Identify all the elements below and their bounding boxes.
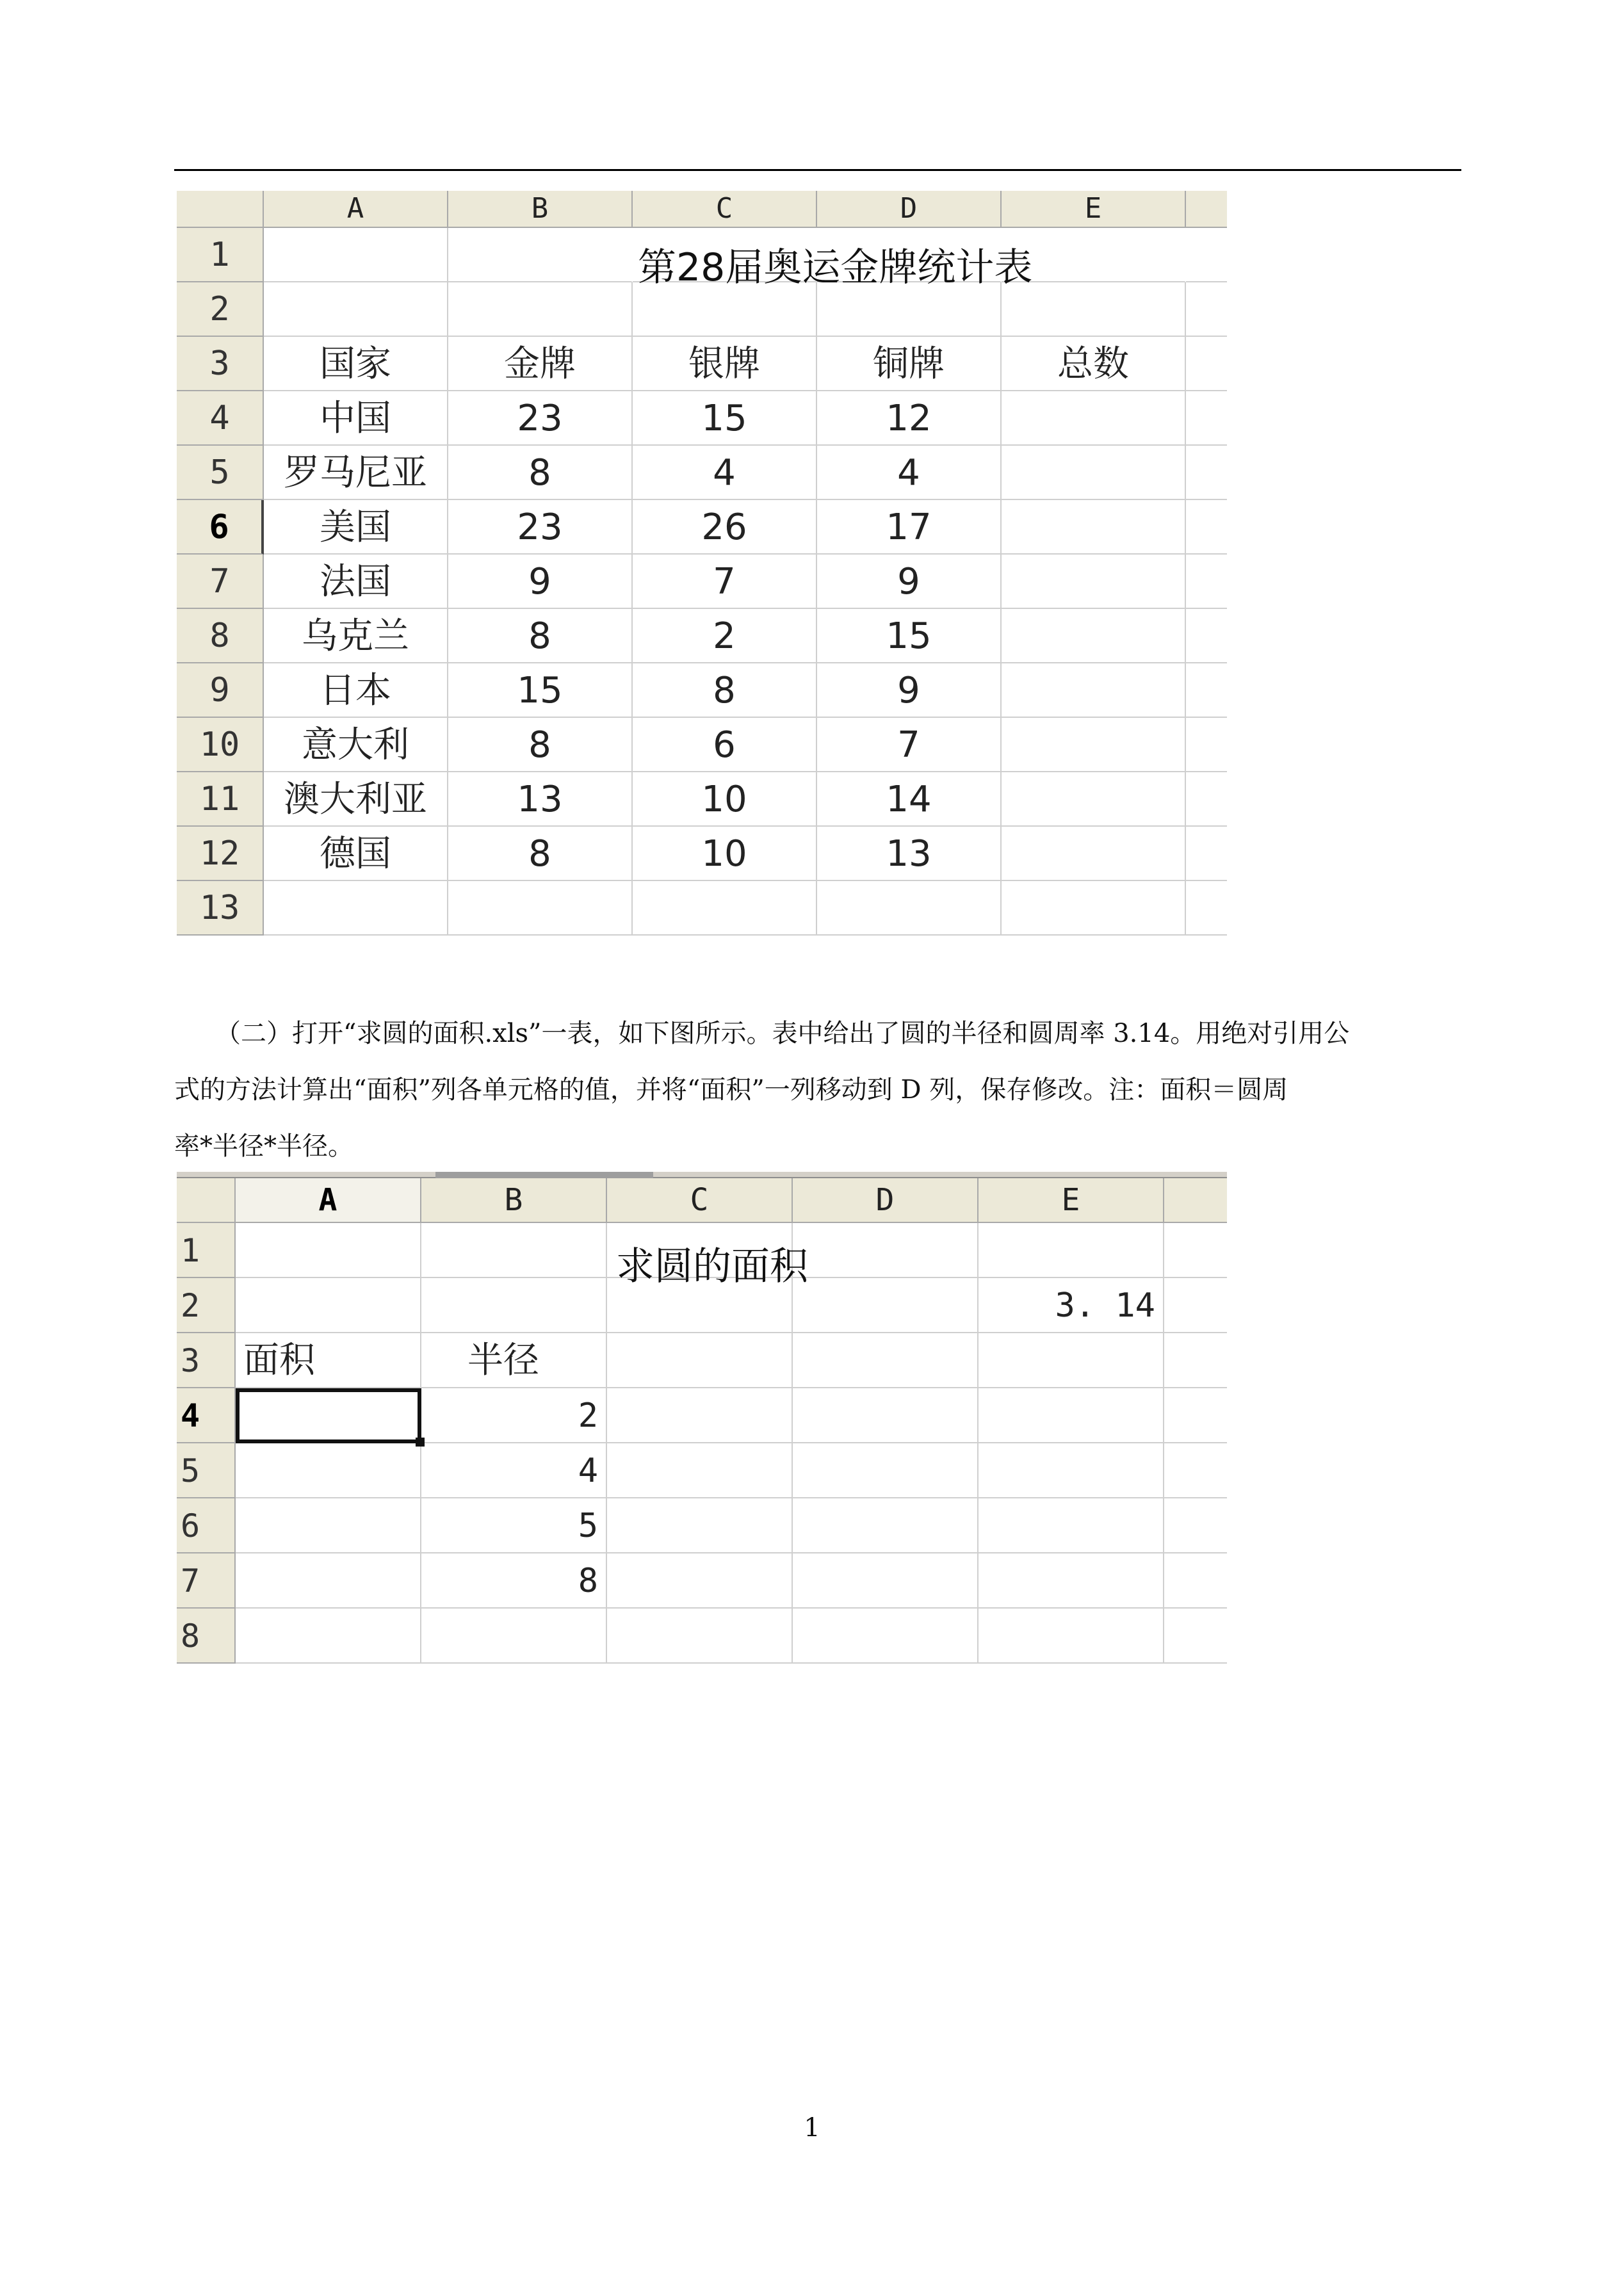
cell-f7[interactable] xyxy=(1186,555,1227,609)
cell-d10[interactable]: 7 xyxy=(817,718,1002,772)
cell-b2[interactable] xyxy=(448,282,633,337)
cell-d6[interactable]: 17 xyxy=(817,500,1002,555)
column-header-f-partial[interactable] xyxy=(1164,1178,1227,1223)
cell-b8[interactable]: 8 xyxy=(448,609,633,663)
cell-e3[interactable] xyxy=(978,1333,1164,1388)
cell-a2[interactable] xyxy=(264,282,448,337)
cell-c12[interactable]: 10 xyxy=(633,827,817,881)
row-header-3[interactable]: 3 xyxy=(177,337,264,391)
row-header-8[interactable]: 8 xyxy=(177,1609,236,1664)
cell-f3[interactable] xyxy=(1164,1333,1227,1388)
cell-b3[interactable]: 金牌 xyxy=(448,337,633,391)
cell-c13[interactable] xyxy=(633,881,817,936)
cell-b11[interactable]: 13 xyxy=(448,772,633,827)
cell-f2[interactable] xyxy=(1186,282,1227,337)
sheet-title: 第28届奥运金牌统计表 xyxy=(638,245,1033,290)
row-header-12[interactable]: 12 xyxy=(177,827,264,881)
cell-d1[interactable] xyxy=(793,1223,978,1278)
cell-e10[interactable] xyxy=(1002,718,1186,772)
cell-b1[interactable] xyxy=(421,1223,607,1278)
cell-b2[interactable] xyxy=(421,1278,607,1333)
column-header-c[interactable]: C xyxy=(633,191,817,228)
cell-a9[interactable]: 日本 xyxy=(264,663,448,718)
row-header-3[interactable]: 3 xyxy=(177,1333,236,1388)
row-header-4[interactable]: 4 xyxy=(177,1388,236,1443)
row-header-6[interactable]: 6 xyxy=(177,1498,236,1553)
cell-e3[interactable]: 总数 xyxy=(1002,337,1186,391)
cell-e5[interactable] xyxy=(1002,446,1186,500)
cell-e1[interactable] xyxy=(978,1223,1164,1278)
cell-a5[interactable] xyxy=(236,1443,421,1498)
cell-d13[interactable] xyxy=(817,881,1002,936)
row-header-10[interactable]: 10 xyxy=(177,718,264,772)
cell-b1[interactable] xyxy=(448,228,633,282)
cell-b5[interactable]: 8 xyxy=(448,446,633,500)
cell-e9[interactable] xyxy=(1002,663,1186,718)
cell-e11[interactable] xyxy=(1002,772,1186,827)
fill-handle[interactable] xyxy=(416,1438,425,1447)
cell-b8[interactable] xyxy=(421,1609,607,1664)
cell-c5[interactable] xyxy=(607,1443,793,1498)
instruction-line-1: （二）打开“求圆的面积.xls”一表，如下图所示。表中给出了圆的半径和圆周率 3.14。用绝对引用公 xyxy=(215,1019,1350,1048)
corner-select-all[interactable] xyxy=(177,191,264,228)
cell-c7[interactable] xyxy=(607,1553,793,1609)
cell-d3[interactable] xyxy=(793,1333,978,1388)
row-header-13[interactable]: 13 xyxy=(177,881,264,936)
cell-f7[interactable] xyxy=(1164,1553,1227,1609)
cell-c7[interactable]: 7 xyxy=(633,555,817,609)
cell-f9[interactable] xyxy=(1186,663,1227,718)
cell-b6[interactable]: 23 xyxy=(448,500,633,555)
cell-d4[interactable]: 12 xyxy=(817,391,1002,446)
cell-a6[interactable] xyxy=(236,1498,421,1553)
cell-f6[interactable] xyxy=(1164,1498,1227,1553)
instruction-line-2: 式的方法计算出“面积”列各单元格的值，并将“面积”一列移动到 D 列，保存修改。注：面积＝圆周 xyxy=(174,1075,1288,1105)
cell-d9[interactable]: 9 xyxy=(817,663,1002,718)
cell-e8[interactable] xyxy=(978,1609,1164,1664)
cell-e13[interactable] xyxy=(1002,881,1186,936)
sheet-top-bar xyxy=(177,1172,1227,1178)
cell-f12[interactable] xyxy=(1186,827,1227,881)
corner-select-all[interactable] xyxy=(177,1178,236,1223)
cell-e2[interactable]: 3. 14 xyxy=(978,1278,1164,1333)
instruction-paragraph xyxy=(174,1005,1461,1174)
cell-e12[interactable] xyxy=(1002,827,1186,881)
row-header-5[interactable]: 5 xyxy=(177,446,264,500)
cell-f11[interactable] xyxy=(1186,772,1227,827)
cell-f5[interactable] xyxy=(1186,446,1227,500)
cell-a2[interactable] xyxy=(236,1278,421,1333)
cell-d2[interactable] xyxy=(793,1278,978,1333)
cell-c4[interactable]: 15 xyxy=(633,391,817,446)
cell-b12[interactable]: 8 xyxy=(448,827,633,881)
cell-c10[interactable]: 6 xyxy=(633,718,817,772)
cell-a11[interactable]: 澳大利亚 xyxy=(264,772,448,827)
cell-a3[interactable]: 面积 xyxy=(236,1333,421,1388)
row-header-1[interactable]: 1 xyxy=(177,228,264,282)
cell-d8[interactable] xyxy=(793,1609,978,1664)
cell-c8[interactable] xyxy=(607,1609,793,1664)
cell-f2[interactable] xyxy=(1164,1278,1227,1333)
column-header-b[interactable]: B xyxy=(421,1178,607,1223)
cell-f8[interactable] xyxy=(1186,609,1227,663)
header-rule xyxy=(174,169,1461,171)
cell-f1[interactable] xyxy=(1186,228,1227,282)
cell-f6[interactable] xyxy=(1186,500,1227,555)
cell-b6[interactable]: 5 xyxy=(421,1498,607,1553)
column-header-c[interactable]: C xyxy=(607,1178,793,1223)
row-header-5[interactable]: 5 xyxy=(177,1443,236,1498)
cell-a1[interactable] xyxy=(236,1223,421,1278)
page-number: 1 xyxy=(804,2113,820,2143)
cell-e5[interactable] xyxy=(978,1443,1164,1498)
cell-d6[interactable] xyxy=(793,1498,978,1553)
circle-area-sheet xyxy=(177,1172,1227,1670)
cell-a5[interactable]: 罗马尼亚 xyxy=(264,446,448,500)
cell-f1[interactable] xyxy=(1164,1223,1227,1278)
cell-f13[interactable] xyxy=(1186,881,1227,936)
cell-e4[interactable] xyxy=(978,1388,1164,1443)
cell-c8[interactable]: 2 xyxy=(633,609,817,663)
cell-a7[interactable] xyxy=(236,1553,421,1609)
cell-c6[interactable]: 26 xyxy=(633,500,817,555)
cell-e8[interactable] xyxy=(1002,609,1186,663)
cell-f4[interactable] xyxy=(1186,391,1227,446)
cell-c4[interactable] xyxy=(607,1388,793,1443)
cell-b10[interactable]: 8 xyxy=(448,718,633,772)
cell-b4[interactable]: 2 xyxy=(421,1388,607,1443)
cell-a8[interactable] xyxy=(236,1609,421,1664)
cell-a4[interactable]: 中国 xyxy=(264,391,448,446)
cell-c3[interactable]: 银牌 xyxy=(633,337,817,391)
column-header-d[interactable]: D xyxy=(817,191,1002,228)
cell-d5[interactable]: 4 xyxy=(817,446,1002,500)
cell-d12[interactable]: 13 xyxy=(817,827,1002,881)
cell-a8[interactable]: 乌克兰 xyxy=(264,609,448,663)
cell-f8[interactable] xyxy=(1164,1609,1227,1664)
cell-b3[interactable]: 半径 xyxy=(421,1333,607,1388)
cell-d3[interactable]: 铜牌 xyxy=(817,337,1002,391)
cell-b7[interactable]: 8 xyxy=(421,1553,607,1609)
row-header-2[interactable]: 2 xyxy=(177,282,264,337)
instruction-line-3: 率*半径*半径。 xyxy=(174,1131,353,1161)
cell-b7[interactable]: 9 xyxy=(448,555,633,609)
cell-d7[interactable] xyxy=(793,1553,978,1609)
cell-e6[interactable] xyxy=(1002,500,1186,555)
cell-f4[interactable] xyxy=(1164,1388,1227,1443)
cell-c5[interactable]: 4 xyxy=(633,446,817,500)
sheet-tab-strip[interactable] xyxy=(435,1172,653,1178)
cell-b5[interactable]: 4 xyxy=(421,1443,607,1498)
cell-c6[interactable] xyxy=(607,1498,793,1553)
column-header-e[interactable]: E xyxy=(978,1178,1164,1223)
row-header-4[interactable]: 4 xyxy=(177,391,264,446)
column-header-a[interactable]: A xyxy=(264,191,448,228)
column-header-b[interactable]: B xyxy=(448,191,633,228)
row-header-11[interactable]: 11 xyxy=(177,772,264,827)
cell-a13[interactable] xyxy=(264,881,448,936)
cell-f5[interactable] xyxy=(1164,1443,1227,1498)
row-header-8[interactable]: 8 xyxy=(177,609,264,663)
sheet-title: 求圆的面积 xyxy=(616,1244,808,1289)
cell-b9[interactable]: 15 xyxy=(448,663,633,718)
cell-d7[interactable]: 9 xyxy=(817,555,1002,609)
row-header-7[interactable]: 7 xyxy=(177,555,264,609)
row-header-6[interactable]: 6 xyxy=(177,500,264,555)
cell-f10[interactable] xyxy=(1186,718,1227,772)
column-header-a[interactable]: A xyxy=(236,1178,421,1223)
cell-e7[interactable] xyxy=(978,1553,1164,1609)
cell-d4[interactable] xyxy=(793,1388,978,1443)
cell-d8[interactable]: 15 xyxy=(817,609,1002,663)
cell-e6[interactable] xyxy=(978,1498,1164,1553)
cell-a10[interactable]: 意大利 xyxy=(264,718,448,772)
cell-a7[interactable]: 法国 xyxy=(264,555,448,609)
active-cell-a4[interactable] xyxy=(236,1388,421,1443)
cell-e4[interactable] xyxy=(1002,391,1186,446)
cell-a12[interactable]: 德国 xyxy=(264,827,448,881)
cell-c11[interactable]: 10 xyxy=(633,772,817,827)
cell-a1[interactable] xyxy=(264,228,448,282)
cell-d11[interactable]: 14 xyxy=(817,772,1002,827)
cell-b13[interactable] xyxy=(448,881,633,936)
cell-c9[interactable]: 8 xyxy=(633,663,817,718)
cell-d5[interactable] xyxy=(793,1443,978,1498)
cell-f3[interactable] xyxy=(1186,337,1227,391)
cell-a3[interactable]: 国家 xyxy=(264,337,448,391)
row-header-1[interactable]: 1 xyxy=(177,1223,236,1278)
column-header-d[interactable]: D xyxy=(793,1178,978,1223)
column-header-f-partial[interactable] xyxy=(1186,191,1227,228)
cell-a6[interactable]: 美国 xyxy=(264,500,448,555)
olympic-medal-sheet xyxy=(177,191,1227,941)
row-header-9[interactable]: 9 xyxy=(177,663,264,718)
cell-e7[interactable] xyxy=(1002,555,1186,609)
row-header-7[interactable]: 7 xyxy=(177,1553,236,1609)
cell-c3[interactable] xyxy=(607,1333,793,1388)
column-header-e[interactable]: E xyxy=(1002,191,1186,228)
row-header-2[interactable]: 2 xyxy=(177,1278,236,1333)
cell-b4[interactable]: 23 xyxy=(448,391,633,446)
